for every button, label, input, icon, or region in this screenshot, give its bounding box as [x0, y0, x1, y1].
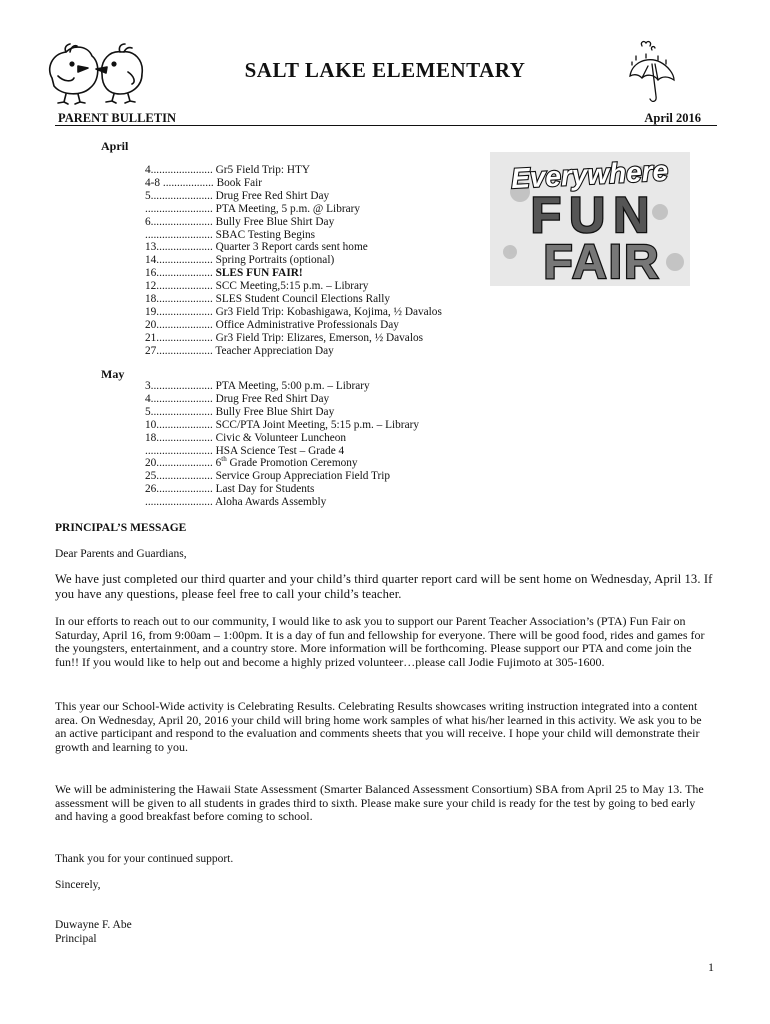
thanks-line: Thank you for your continued support. [55, 853, 234, 865]
list-item [145, 164, 442, 177]
list-item [145, 280, 442, 293]
event-text: Grade Promotion Ceremony [226, 457, 358, 470]
event-text-superscript: th [221, 455, 227, 464]
event-date: ........................ [145, 202, 213, 215]
event-date: 4-8 .................. [145, 176, 214, 189]
list-item [145, 190, 442, 203]
fun-fair-logo-line3: FAIR [543, 236, 661, 286]
page-number: 1 [708, 960, 714, 974]
list-item [145, 380, 419, 393]
list-item [145, 419, 419, 432]
list-item [145, 254, 442, 267]
list-item [145, 216, 442, 229]
event-text: SLES FUN FAIR! [215, 267, 303, 280]
event-date: 27.................... [145, 344, 213, 357]
event-text: SBAC Testing Begins [215, 228, 316, 241]
event-date: 13.................... [145, 241, 213, 254]
list-item [145, 445, 419, 458]
list-item [145, 229, 442, 242]
event-date: ........................ [145, 444, 213, 457]
event-text: Drug Free Red Shirt Day [215, 189, 330, 202]
list-item [145, 393, 419, 406]
event-date: 16.................... [145, 267, 213, 280]
signer-title: Principal [55, 933, 97, 945]
event-text: Quarter 3 Report cards sent home [215, 241, 368, 254]
event-text-prefix: 6 [215, 457, 222, 470]
greeting: Dear Parents and Guardians, [55, 548, 187, 560]
may-calendar-list [145, 380, 419, 509]
event-date: 4...................... [145, 164, 213, 176]
event-text: HSA Science Test – Grade 4 [215, 444, 345, 457]
bulletin-date: April 2016 [644, 111, 701, 125]
event-text: Last Day for Students [215, 483, 315, 496]
event-text: Teacher Appreciation Day [215, 344, 334, 357]
bulletin-header-line [55, 111, 717, 126]
list-item [145, 293, 442, 306]
event-text: PTA Meeting, 5:00 p.m. – Library [215, 380, 370, 392]
fun-fair-logo [490, 152, 690, 286]
april-calendar-list [145, 164, 442, 358]
april-heading: April [101, 139, 129, 153]
event-date: 4...................... [145, 392, 213, 405]
event-date: 10.................... [145, 418, 213, 431]
principal-message-heading: PRINCIPAL’S MESSAGE [55, 522, 187, 534]
event-text: Book Fair [216, 176, 263, 189]
event-text: Aloha Awards Assembly [214, 496, 327, 509]
message-paragraph-4: We will be administering the Hawaii State Assessment (Smarter Balanced Assessment Consortium) SBA from April 25 to May 13. The assessment will be given to all students in grades third to sixth. Please make sure your child is ready for the test by going to bed early and having a good breakfast before coming to school. [55, 782, 704, 824]
event-date: ........................ [145, 228, 213, 241]
event-date: 5...................... [145, 189, 213, 202]
list-item [145, 241, 442, 254]
list-item [145, 457, 419, 470]
event-text: Bully Free Blue Shirt Day [215, 215, 335, 228]
list-item [145, 470, 419, 483]
event-date: 3...................... [145, 380, 213, 392]
message-paragraph-2: In our efforts to reach out to our community, I would like to ask you to support our Parent Teacher Association’s (PTA) Fun Fair on Saturday, April 16, from 9:00am – 1:00pm. It is a day of fun and fellowship for everyone. There will be good food, rides and games for the youngsters, entertainment, and a country store. More information will be forthcoming. Please support our PTA and come join the fun!! If you would like to help out and become a highly prized volunteer…please call Jodie Fujimoto at 305-1600. [55, 614, 705, 669]
list-item [145, 177, 442, 190]
page-title: SALT LAKE ELEMENTARY [244, 58, 526, 82]
message-paragraph-3: This year our School-Wide activity is Celebrating Results. Celebrating Results showcases writing instruction integrated into a content area. On Wednesday, April 20, 2016 your child will bring home work samples of what his/her learned in this activity. We ask you to be an active participant and respond to the evaluation and comments sheets that you will receive. I hope your child will demonstrate their growth and learning to you. [55, 699, 702, 754]
list-item [145, 406, 419, 419]
event-date: 18.................... [145, 431, 213, 444]
signer-name: Duwayne F. Abe [55, 919, 132, 931]
list-item [145, 319, 442, 332]
event-date: 5...................... [145, 405, 213, 418]
list-item [145, 203, 442, 216]
list-item [145, 483, 419, 496]
event-text: Drug Free Red Shirt Day [215, 392, 330, 405]
event-date: 20.................... [145, 457, 213, 470]
event-date: 21.................... [145, 331, 213, 344]
event-text: PTA Meeting, 5 p.m. @ Library [215, 202, 361, 215]
list-item [145, 332, 442, 345]
bulletin-label: PARENT BULLETIN [58, 111, 176, 125]
event-date: 14.................... [145, 254, 213, 267]
event-text: SCC/PTA Joint Meeting, 5:15 p.m. – Library [215, 418, 419, 431]
event-date: 18.................... [145, 293, 213, 306]
event-text: Spring Portraits (optional) [215, 254, 335, 267]
event-text: Office Administrative Professionals Day [215, 318, 399, 331]
event-text: Civic & Volunteer Luncheon [215, 431, 347, 444]
event-text: Bully Free Blue Shirt Day [215, 405, 335, 418]
event-text: Service Group Appreciation Field Trip [215, 470, 391, 483]
closing-line: Sincerely, [55, 879, 101, 891]
event-date: 25.................... [145, 470, 213, 483]
list-item [145, 306, 442, 319]
event-text: SCC Meeting,5:15 p.m. – Library [215, 280, 369, 293]
event-date: 26.................... [145, 483, 213, 496]
fun-fair-logo-line2: FUN [530, 187, 658, 243]
event-text: SLES Student Council Elections Rally [215, 293, 391, 306]
list-item [145, 432, 419, 445]
event-text: Gr5 Field Trip: HTY [215, 164, 311, 176]
event-date: 20.................... [145, 318, 213, 331]
event-text: Gr3 Field Trip: Kobashigawa, Kojima, ½ Davalos [215, 305, 442, 318]
event-date: ........................ [145, 496, 213, 509]
fun-fair-logo-line1: Everywhere [510, 154, 669, 195]
event-date: 19.................... [145, 305, 213, 318]
message-paragraph-1: We have just completed our third quarter and your child’s third quarter report card will be sent home on Wednesday, April 13. If you have any questions, please feel free to call your child’s teacher. [55, 572, 713, 601]
may-heading: May [101, 367, 125, 381]
event-text: Gr3 Field Trip: Elizares, Emerson, ½ Davalos [215, 331, 424, 344]
event-date: 12.................... [145, 280, 213, 293]
event-date: 6...................... [145, 215, 213, 228]
list-item [145, 345, 442, 358]
list-item [145, 496, 419, 509]
list-item [145, 267, 442, 280]
